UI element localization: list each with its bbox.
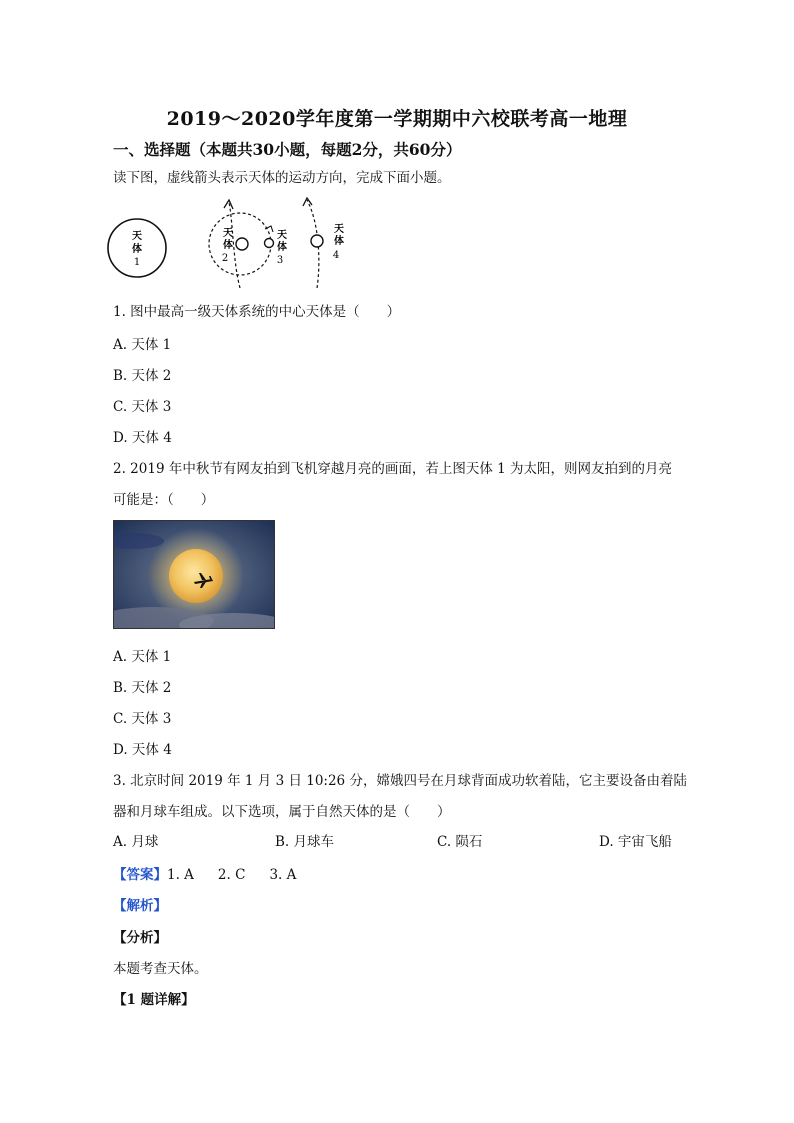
answer-2: 2. C bbox=[217, 867, 246, 883]
intro-text: 读下图，虚线箭头表示天体的运动方向，完成下面小题。 bbox=[113, 170, 451, 186]
fenxi-text: 本题考查天体。 bbox=[113, 961, 208, 977]
answer-tag: 【答案】 bbox=[113, 867, 167, 883]
body2-label-1: 天 bbox=[223, 228, 233, 239]
body2-label-3: 2 bbox=[221, 253, 229, 264]
detail-tag: 【1 题详解】 bbox=[113, 992, 195, 1008]
body4-circle bbox=[311, 235, 323, 247]
celestial-diagram bbox=[105, 192, 365, 292]
q3-stem-line1: 3. 北京时间 2019 年 1 月 3 日 10:26 分，嫦娥四号在月球背面成功软着陆，它主要设备由着陆 bbox=[113, 773, 687, 789]
body4-arrow bbox=[303, 198, 312, 206]
body4-label-1: 天 bbox=[334, 224, 344, 235]
body4-label-2: 体 bbox=[334, 236, 344, 247]
body2-label-2: 体 bbox=[223, 240, 233, 251]
fenxi-tag: 【分析】 bbox=[113, 930, 167, 946]
answer-line bbox=[113, 863, 296, 883]
body3-circle bbox=[265, 239, 274, 248]
answer-3: 3. A bbox=[269, 867, 297, 883]
body1-label-3: 1 bbox=[133, 257, 141, 268]
q3-stem-line2: 器和月球车组成。以下选项，属于自然天体的是（ ） bbox=[113, 804, 451, 820]
body1-label-1: 天 bbox=[132, 231, 142, 242]
q3-option-d: D. 宇宙飞船 bbox=[599, 834, 672, 850]
section-heading: 一、选择题（本题共30小题，每题2分，共60分） bbox=[113, 140, 462, 159]
answer-1: 1. A bbox=[167, 867, 194, 883]
body3-label-3: 3 bbox=[276, 255, 284, 266]
q2-option-c: C. 天体 3 bbox=[113, 711, 172, 727]
body2-circle bbox=[236, 238, 248, 250]
q2-option-a: A. 天体 1 bbox=[113, 649, 172, 665]
q2-stem-line1: 2. 2019 年中秋节有网友拍到飞机穿越月亮的画面，若上图天体 1 为太阳，则网友拍到的月亮 bbox=[113, 461, 672, 477]
q1-stem: 1. 图中最高一级天体系统的中心天体是（ ） bbox=[113, 304, 401, 320]
q3-option-a: A. 月球 bbox=[113, 834, 159, 850]
q1-option-a: A. 天体 1 bbox=[113, 337, 172, 353]
body1-label-2: 体 bbox=[132, 244, 142, 255]
analysis-tag: 【解析】 bbox=[113, 898, 167, 914]
body2-arrow bbox=[224, 200, 233, 209]
page-title: 2019～2020学年度第一学期期中六校联考高一地理 bbox=[166, 108, 628, 130]
q1-option-c: C. 天体 3 bbox=[113, 399, 172, 415]
q3-option-b: B. 月球车 bbox=[275, 834, 335, 850]
q3-option-c: C. 陨石 bbox=[437, 834, 483, 850]
body4-label-3: 4 bbox=[332, 250, 340, 261]
q2-option-b: B. 天体 2 bbox=[113, 680, 172, 696]
q2-option-d: D. 天体 4 bbox=[113, 742, 172, 758]
body3-label-1: 天 bbox=[277, 230, 287, 241]
q1-option-b: B. 天体 2 bbox=[113, 368, 172, 384]
moon-photo bbox=[113, 520, 275, 629]
body3-label-2: 体 bbox=[277, 242, 287, 253]
q2-stem-line2: 可能是：（ ） bbox=[113, 492, 215, 508]
q1-option-d: D. 天体 4 bbox=[113, 430, 172, 446]
